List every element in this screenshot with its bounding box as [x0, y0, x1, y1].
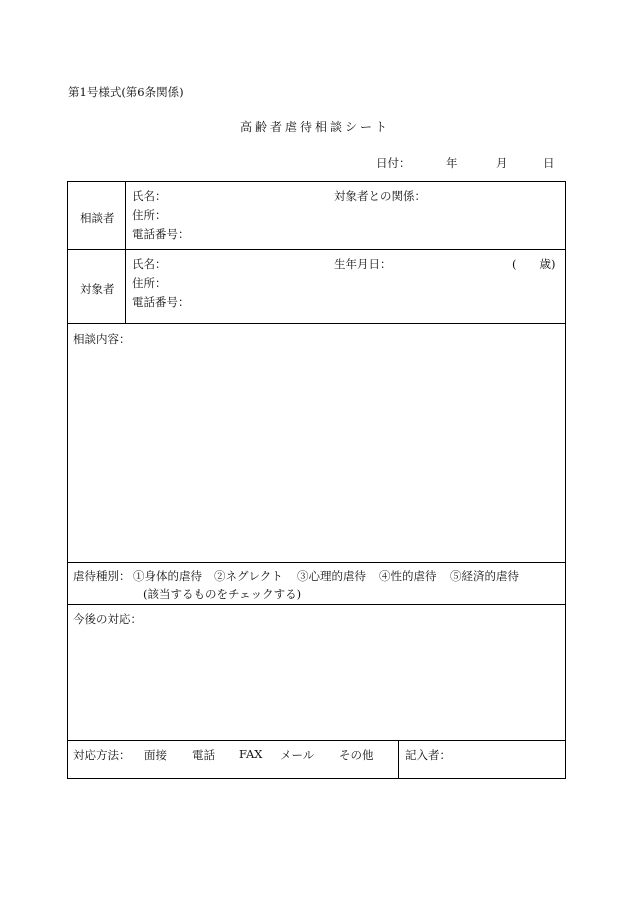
consultant-name-field[interactable]: 氏名：	[132, 189, 167, 203]
method-option-phone[interactable]: 電話	[192, 748, 215, 762]
consultation-form-table	[67, 181, 566, 779]
abuse-option-psychological[interactable]: ③心理的虐待	[297, 569, 366, 583]
date-year-label: 年	[446, 156, 458, 170]
consultant-relation-field[interactable]: 対象者との関係：	[334, 189, 426, 203]
subject-address-field[interactable]: 住所：	[132, 276, 167, 290]
method-option-other[interactable]: その他	[339, 748, 374, 762]
abuse-option-physical[interactable]: ①身体的虐待	[133, 569, 202, 583]
method-option-mail[interactable]: メール	[280, 748, 315, 762]
row-divider-content	[68, 562, 565, 563]
method-option-interview[interactable]: 面接	[144, 748, 167, 762]
date-label: 日付：	[376, 156, 411, 170]
date-day-label: 日	[543, 156, 555, 170]
subject-phone-field[interactable]: 電話番号：	[132, 295, 190, 309]
abuse-type-label: 虐待種別：	[73, 569, 131, 583]
abuse-type-note: (該当するものをチェックする)	[143, 587, 302, 601]
header-column-divider	[125, 182, 126, 323]
method-option-fax[interactable]: FAX	[239, 747, 263, 761]
form-number-label: 第1号様式(第6条関係)	[68, 85, 184, 99]
document-title: 高齢者虐待相談シート	[239, 120, 390, 134]
subject-header: 対象者	[80, 282, 115, 296]
future-response-label: 今後の対応：	[73, 612, 142, 626]
consultant-address-field[interactable]: 住所：	[132, 208, 167, 222]
consultant-phone-field[interactable]: 電話番号：	[132, 227, 190, 241]
row-divider-future	[68, 740, 565, 741]
response-method-label: 対応方法：	[73, 748, 131, 762]
consultant-header: 相談者	[80, 211, 115, 225]
recorder-divider	[398, 740, 399, 778]
abuse-option-neglect[interactable]: ②ネグレクト	[214, 569, 283, 583]
subject-name-field[interactable]: 氏名：	[132, 257, 167, 271]
abuse-option-sexual[interactable]: ④性的虐待	[379, 569, 437, 583]
consultation-content-label: 相談内容：	[73, 332, 131, 346]
subject-birthdate-field[interactable]: 生年月日：	[334, 257, 392, 271]
subject-age-field[interactable]: ( 歳)	[512, 257, 556, 271]
row-divider-subject	[68, 323, 565, 324]
abuse-option-economic[interactable]: ⑤経済的虐待	[450, 569, 519, 583]
row-divider-abuse-type	[68, 604, 565, 605]
recorder-field[interactable]: 記入者：	[405, 748, 451, 762]
row-divider-consultant	[68, 249, 565, 250]
date-month-label: 月	[496, 156, 508, 170]
